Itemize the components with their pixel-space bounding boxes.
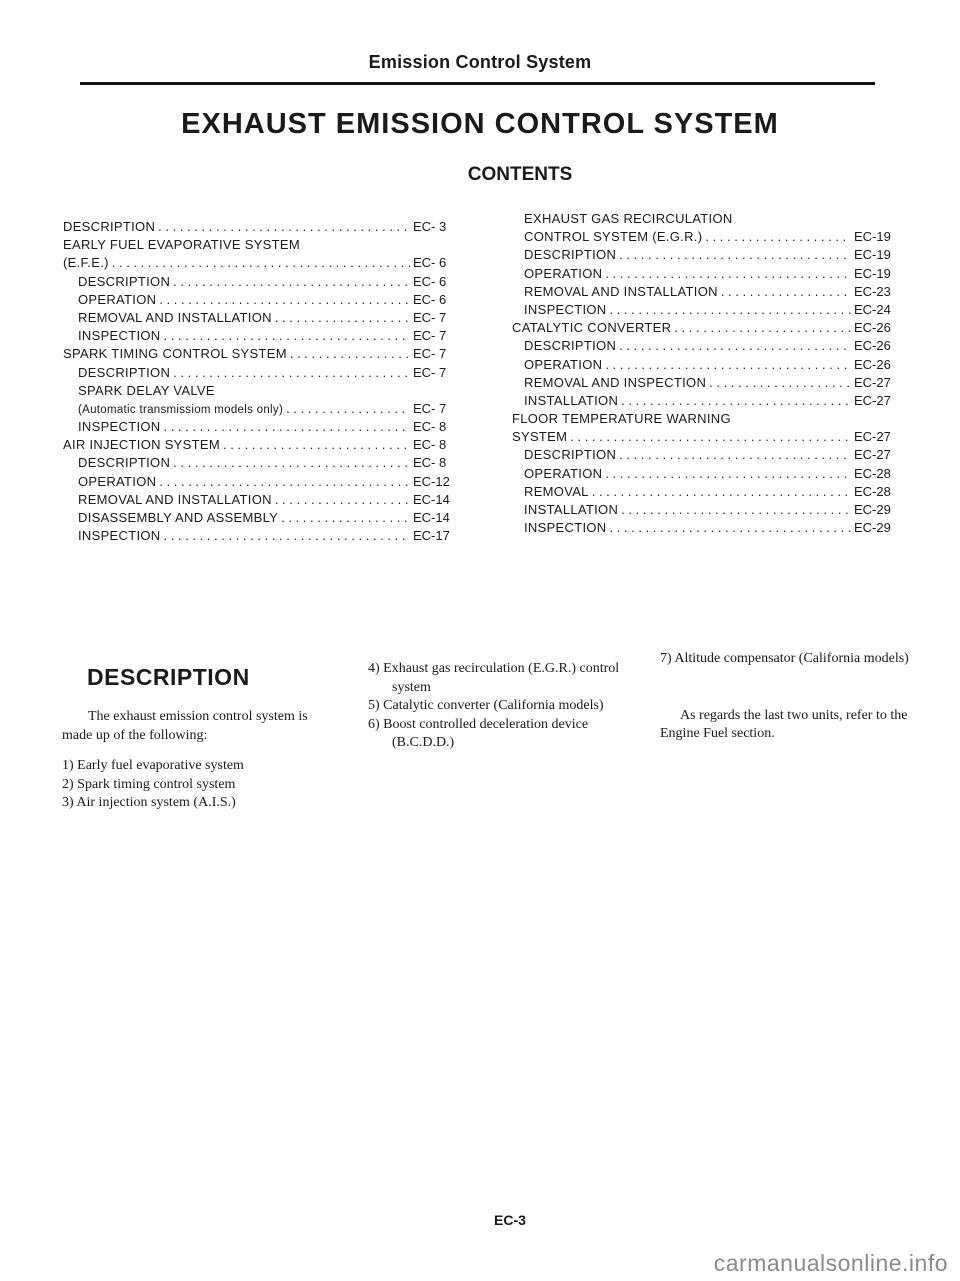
- toc-entry: [63, 454, 461, 472]
- description-intro: The exhaust emission control system is made up of the following:: [62, 709, 308, 743]
- toc-entry-label: DESCRIPTION: [524, 447, 617, 463]
- contents-heading: CONTENTS: [467, 164, 573, 185]
- toc-entry-label: OPERATION: [78, 473, 157, 489]
- toc-entry: [512, 483, 902, 501]
- toc-entry-label: INSPECTION: [78, 419, 161, 435]
- toc-entry: [63, 309, 461, 327]
- toc-entry-page: EC-14: [413, 510, 450, 525]
- toc-entry-label: DESCRIPTION: [63, 219, 156, 234]
- toc-entry: [63, 273, 461, 291]
- toc-dot-leader: [173, 364, 410, 382]
- list-item: 6) Boost controlled deceleration device (B.C.D.D.): [368, 716, 589, 750]
- toc-entry: [63, 382, 461, 400]
- toc-entry-page: EC-19: [854, 265, 891, 281]
- toc-entry: [63, 345, 461, 363]
- toc-entry-label: INSPECTION: [78, 328, 161, 344]
- toc-entry-page: EC-19: [854, 247, 891, 263]
- description-heading: DESCRIPTION: [87, 664, 250, 690]
- toc-entry-label: DESCRIPTION: [78, 455, 171, 471]
- toc-entry-page: EC- 8: [413, 419, 447, 435]
- list-item: 1) Early fuel evaporative system: [62, 758, 244, 773]
- toc-entry-page: EC-12: [413, 473, 450, 489]
- toc-entry-label: OPERATION: [524, 265, 603, 281]
- header-rule: [80, 82, 875, 85]
- toc-entry-page: EC-28: [854, 483, 891, 499]
- toc-dot-leader: [275, 309, 410, 327]
- toc-entry-page: EC- 8: [413, 437, 447, 453]
- toc-dot-leader: [619, 337, 851, 355]
- toc-entry-page: EC-23: [854, 283, 891, 299]
- toc-entry-page: EC- 3: [413, 219, 447, 234]
- toc-entry-page: EC-26: [854, 320, 891, 336]
- toc-dot-leader: [609, 519, 851, 537]
- toc-entry-label: OPERATION: [78, 291, 157, 307]
- toc-entry: [512, 428, 902, 446]
- toc-dot-leader: [159, 291, 410, 309]
- toc-dot-leader: [173, 454, 410, 472]
- toc-dot-leader: [721, 283, 851, 301]
- toc-entry-label: AIR INJECTION SYSTEM: [63, 437, 220, 453]
- toc-entry-label: EXHAUST GAS RECIRCULATION: [524, 211, 733, 226]
- toc-entry: [63, 400, 461, 418]
- toc-entry-label: EARLY FUEL EVAPORATIVE SYSTEM: [63, 237, 300, 253]
- toc-entry-label: INSTALLATION: [524, 392, 619, 408]
- toc-entry: [63, 218, 461, 236]
- toc-entry-page: EC- 7: [413, 309, 447, 325]
- toc-entry-label: DESCRIPTION: [524, 338, 617, 354]
- toc-dot-leader: [674, 319, 851, 337]
- toc-left-column: [63, 218, 461, 545]
- toc-entry-label: DESCRIPTION: [524, 247, 617, 263]
- toc-entry-label: FLOOR TEMPERATURE WARNING: [512, 411, 731, 427]
- toc-entry: [63, 436, 461, 454]
- toc-entry: [512, 374, 902, 392]
- toc-dot-leader: [112, 254, 410, 272]
- toc-dot-leader: [290, 345, 410, 363]
- toc-entry-label: REMOVAL: [524, 483, 589, 499]
- toc-entry: [512, 501, 902, 519]
- toc-entry: [63, 418, 461, 436]
- toc-entry-page: EC-17: [413, 528, 450, 544]
- toc-entry-page: EC-14: [413, 491, 450, 507]
- toc-entry-label: OPERATION: [524, 465, 603, 481]
- toc-entry-label: CATALYTIC CONVERTER: [512, 320, 672, 336]
- toc-entry: [512, 265, 902, 283]
- toc-entry: [63, 327, 461, 345]
- toc-entry-page: EC-27: [854, 447, 891, 463]
- description-note: As regards the last two units, refer to the Engine Fuel section.: [660, 707, 908, 741]
- toc-entry: [512, 301, 902, 319]
- toc-entry-label: INSPECTION: [524, 520, 607, 536]
- toc-entry: [63, 527, 461, 545]
- toc-entry: [512, 392, 902, 410]
- toc-entry-label: INSPECTION: [524, 301, 607, 317]
- toc-dot-leader: [605, 465, 851, 483]
- toc-entry-page: EC- 6: [413, 273, 447, 289]
- toc-entry: [512, 228, 902, 246]
- toc-entry-page: EC- 7: [413, 346, 447, 362]
- toc-entry-label: (E.F.E.): [63, 255, 109, 271]
- page-number: EC-3: [494, 1212, 526, 1228]
- toc-dot-leader: [159, 473, 410, 491]
- toc-entry-label: REMOVAL AND INSTALLATION: [524, 283, 718, 299]
- list-item: 7) Altitude compensator (California models): [660, 651, 909, 666]
- toc-entry-label: DISASSEMBLY AND ASSEMBLY: [78, 510, 279, 525]
- toc-dot-leader: [621, 501, 851, 519]
- toc-entry-page: EC-27: [854, 374, 891, 390]
- toc-dot-leader: [619, 246, 851, 264]
- toc-entry-label: REMOVAL AND INSPECTION: [524, 374, 707, 390]
- toc-dot-leader: [621, 392, 851, 410]
- toc-dot-leader: [158, 218, 410, 236]
- toc-entry-label: REMOVAL AND INSTALLATION: [78, 309, 272, 325]
- toc-entry-page: EC- 8: [413, 455, 447, 471]
- toc-entry-page: EC- 6: [413, 255, 447, 271]
- toc-entry-page: EC-28: [854, 465, 891, 481]
- toc-dot-leader: [163, 527, 410, 545]
- toc-entry-label: CONTROL SYSTEM (E.G.R.): [524, 229, 703, 245]
- toc-dot-leader: [570, 428, 851, 446]
- toc-entry-label: (Automatic transmissiom models only): [78, 403, 284, 416]
- toc-dot-leader: [709, 374, 851, 392]
- toc-entry: [512, 519, 902, 537]
- toc-dot-leader: [173, 273, 410, 291]
- toc-entry: [512, 446, 902, 464]
- toc-entry-label: SYSTEM: [512, 429, 568, 445]
- toc-dot-leader: [286, 400, 410, 418]
- toc-entry: [512, 246, 902, 264]
- toc-entry: [63, 491, 461, 509]
- toc-entry: [512, 283, 902, 301]
- toc-dot-leader: [605, 265, 851, 283]
- toc-entry: [63, 254, 461, 272]
- toc-entry: [512, 210, 902, 228]
- description-column-1: [62, 708, 320, 813]
- toc-entry-page: EC- 6: [413, 291, 447, 307]
- description-column-2: [368, 660, 644, 753]
- toc-entry-page: EC- 7: [413, 364, 447, 380]
- toc-dot-leader: [223, 436, 410, 454]
- watermark: carmanualsonline.info: [713, 1250, 948, 1276]
- document-title: EXHAUST EMISSION CONTROL SYSTEM: [181, 108, 779, 140]
- list-item: 5) Catalytic converter (California models): [368, 698, 604, 713]
- list-item: 4) Exhaust gas recirculation (E.G.R.) control system: [368, 661, 620, 695]
- toc-entry-label: DESCRIPTION: [78, 364, 171, 380]
- toc-entry-label: SPARK DELAY VALVE: [78, 382, 215, 398]
- toc-entry: [63, 364, 461, 382]
- toc-dot-leader: [281, 509, 410, 527]
- toc-dot-leader: [605, 356, 851, 374]
- toc-entry-page: EC-26: [854, 338, 891, 354]
- toc-dot-leader: [619, 446, 851, 464]
- toc-entry-page: EC-19: [854, 229, 891, 245]
- toc-entry-page: EC-26: [854, 356, 891, 372]
- toc-entry: [63, 509, 461, 527]
- toc-entry-label: OPERATION: [524, 356, 603, 372]
- description-column-3: [660, 650, 922, 758]
- toc-entry-label: SPARK TIMING CONTROL SYSTEM: [63, 346, 287, 362]
- toc-entry-label: INSPECTION: [78, 528, 161, 544]
- toc-entry-label: INSTALLATION: [524, 502, 619, 517]
- toc-entry: [63, 236, 461, 254]
- toc-entry: [512, 319, 902, 337]
- toc-entry-label: REMOVAL AND INSTALLATION: [78, 491, 272, 507]
- toc-entry: [512, 410, 902, 428]
- toc-dot-leader: [163, 327, 410, 345]
- toc-right-column: [512, 210, 902, 537]
- toc-entry: [512, 337, 902, 355]
- toc-dot-leader: [163, 418, 410, 436]
- toc-entry: [512, 356, 902, 374]
- toc-entry: [63, 291, 461, 309]
- toc-entry-label: DESCRIPTION: [78, 273, 171, 289]
- toc-dot-leader: [275, 491, 410, 509]
- toc-dot-leader: [609, 301, 851, 319]
- toc-entry-page: EC- 7: [413, 328, 447, 344]
- toc-entry-page: EC-27: [854, 392, 891, 408]
- toc-dot-leader: [705, 228, 851, 246]
- toc-entry-page: EC-24: [854, 301, 891, 317]
- list-item: 3) Air injection system (A.I.S.): [62, 795, 236, 810]
- toc-entry-page: EC- 7: [413, 400, 447, 416]
- page-header: Emission Control System: [368, 52, 592, 72]
- list-item: 2) Spark timing control system: [62, 776, 236, 792]
- toc-entry-page: EC-29: [854, 502, 891, 517]
- toc-entry-page: EC-27: [854, 429, 891, 445]
- toc-entry: [512, 465, 902, 483]
- toc-dot-leader: [592, 483, 851, 501]
- toc-entry: [63, 473, 461, 491]
- toc-entry-page: EC-29: [854, 520, 891, 536]
